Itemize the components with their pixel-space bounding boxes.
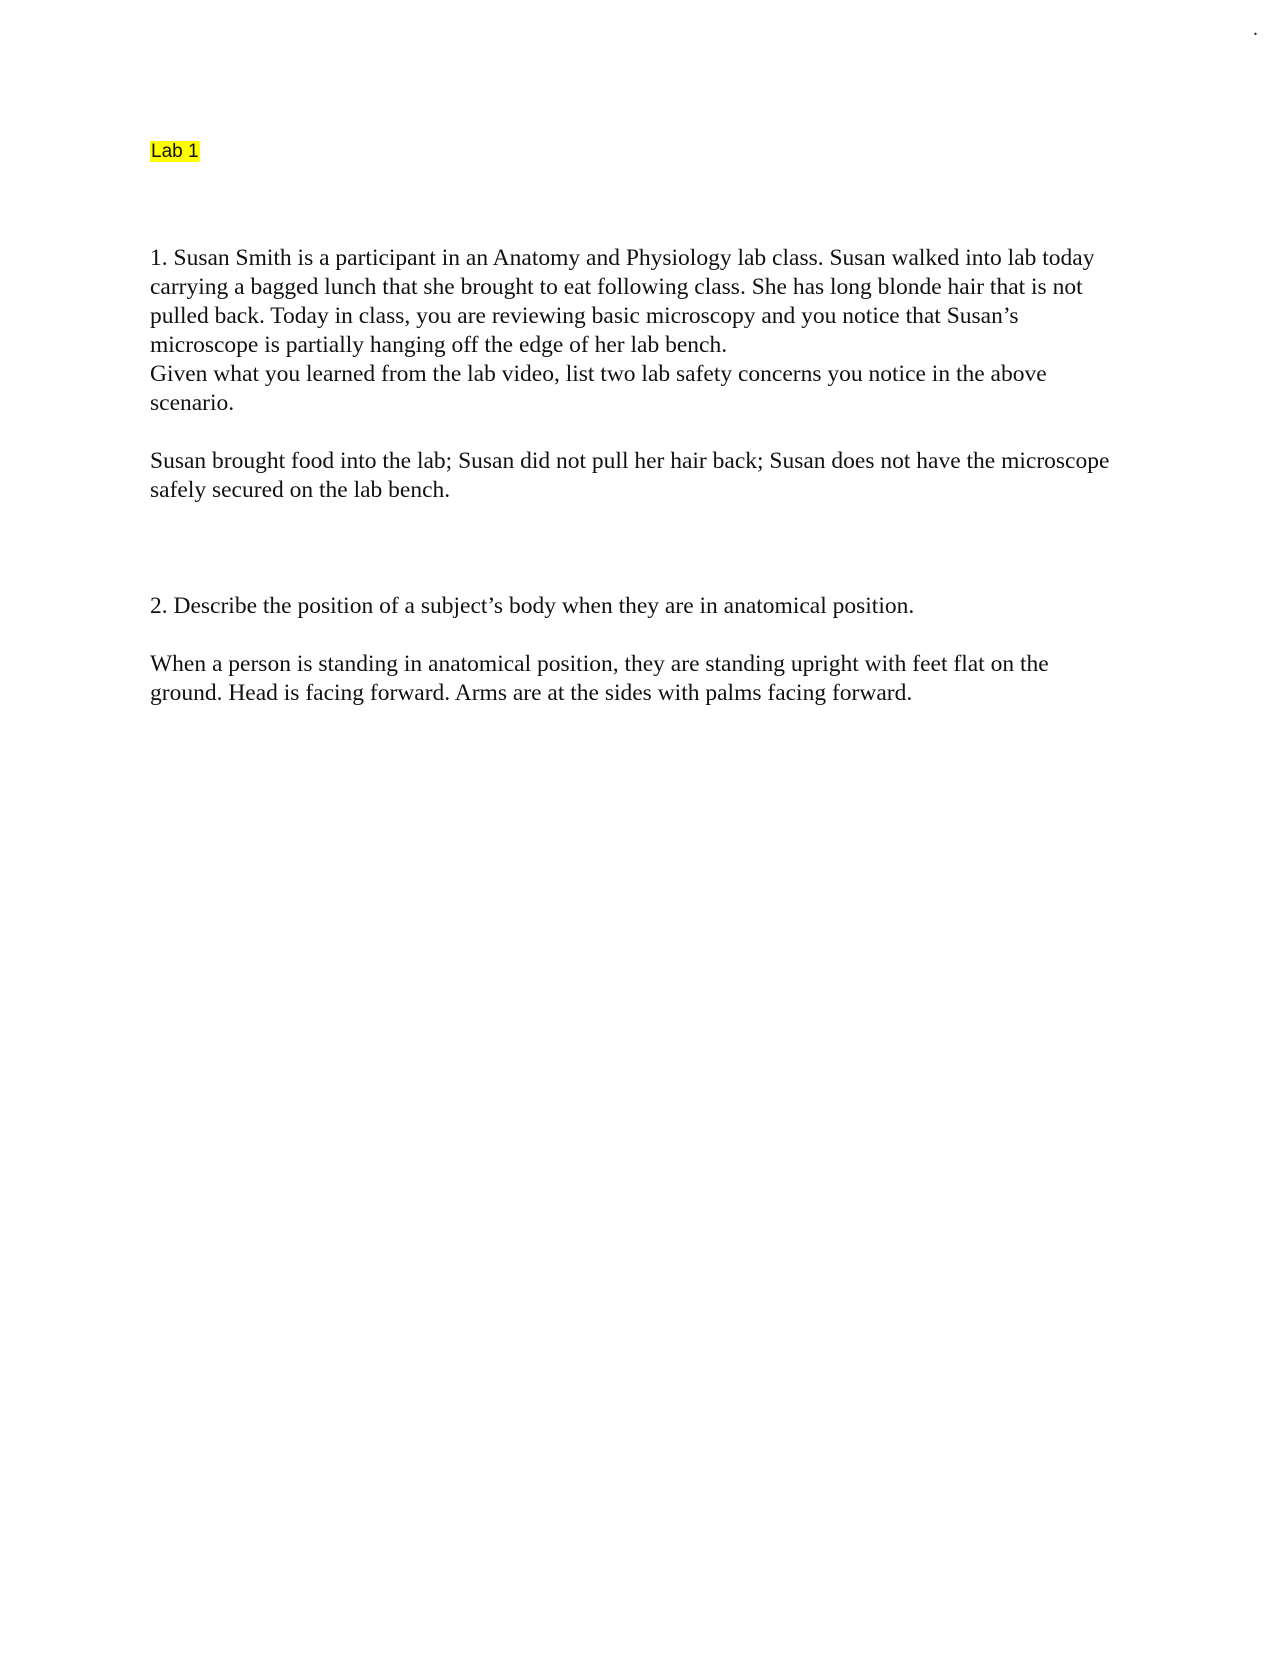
question-1-instruction: Given what you learned from the lab video, list two lab safety concerns you notice in the above scenario.: [150, 361, 1047, 416]
question-1-answer: Susan brought food into the lab; Susan did not pull her hair back; Susan does not have the microscope safely secured on the lab bench.: [150, 448, 1110, 503]
corner-mark: .: [1253, 18, 1258, 40]
document-body: [150, 244, 1120, 708]
question-1-prompt: 1. Susan Smith is a participant in an Anatomy and Physiology lab class. Susan walked into lab today carrying a bagged lunch that she brought to eat following class. She has long blonde hair that is not pulled back. Today in class, you are reviewing basic microscopy and you notice that Susan’s microscope is partially hanging off the edge of her lab bench.: [150, 245, 1095, 358]
question-2-prompt: 2. Describe the position of a subject’s body when they are in anatomical position.: [150, 593, 915, 619]
lab-title: [150, 140, 200, 164]
highlighted-title-text: Lab 1: [151, 141, 199, 162]
question-2-answer: When a person is standing in anatomical position, they are standing upright with feet flat on the ground. Head is facing forward. Arms are at the sides with palms facing forward.: [150, 651, 1049, 706]
